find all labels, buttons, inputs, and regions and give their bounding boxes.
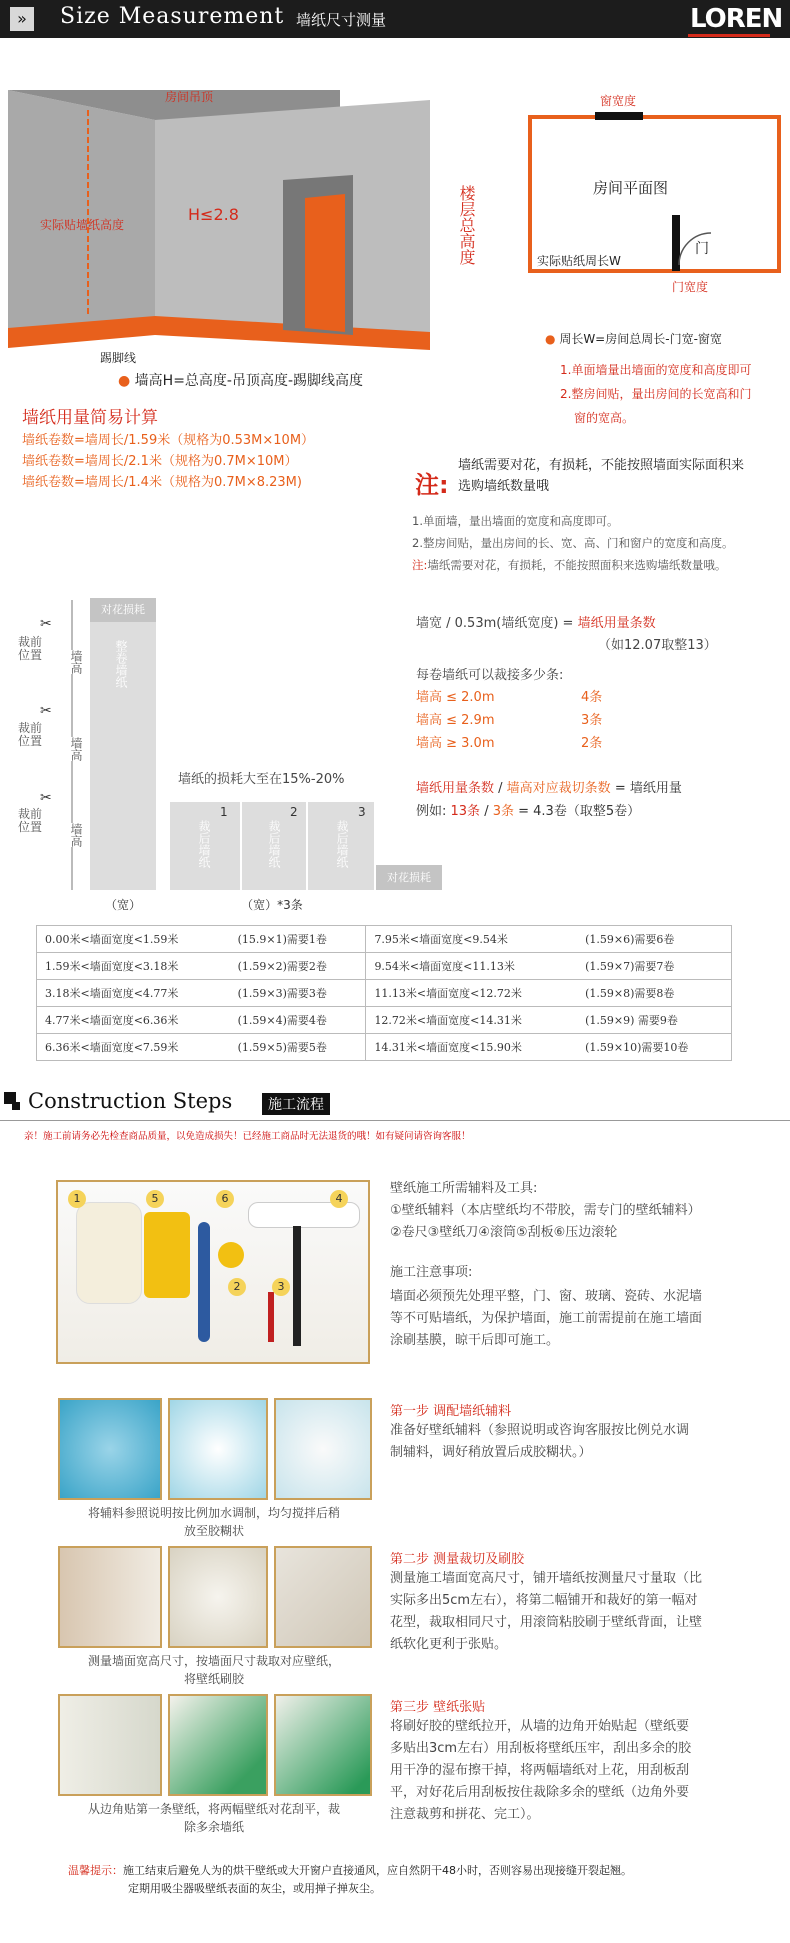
construction-divider — [0, 1120, 790, 1121]
step-text-line: 多贴出3cm左右）用刮板将壁纸压牢，刮出多余的胶 — [390, 1741, 692, 1756]
size-table-cell: 6.36米<墙面宽度<7.59米 — [37, 1034, 230, 1061]
note-items — [412, 510, 733, 576]
header-title-cn: 墙纸尺寸测量 — [296, 11, 387, 29]
step2-caption — [58, 1652, 370, 1688]
size-table-cell: 9.54米<墙面宽度<11.13米 — [366, 953, 577, 980]
notice-line: 墙面必须预先处理平整，门、窗、玻璃、瓷砖、水泥墙 — [390, 1289, 703, 1304]
formula-part: = 墙纸用量 — [610, 781, 682, 796]
size-table-cell: (1.59×2)需要2卷 — [230, 953, 366, 980]
usage-line: 墙纸卷数=墙周长/1.4米（规格为0.7M×8.23M) — [22, 475, 302, 490]
step-text-line: 实际多出5cm左右），将第二幅铺开和裁好的第一幅对 — [390, 1593, 698, 1608]
step1-caption — [58, 1504, 370, 1540]
wall-height-label: 墙高 — [69, 650, 83, 674]
step-text-line: 制辅料，调好稍放置后成胶糊状。） — [390, 1445, 592, 1460]
ceiling-label: 房间吊顶 — [165, 90, 214, 104]
section-bullet-icon-small — [12, 1102, 20, 1110]
step3-title: 第三步 壁纸张贴 — [390, 1700, 486, 1715]
door-label: 门 — [695, 241, 709, 257]
cut-pos-label: 裁前位置 — [18, 721, 43, 748]
usage-line: 墙纸卷数=墙周长/2.1米（规格为0.7M×10M） — [22, 454, 298, 469]
calc-line1 — [416, 612, 656, 631]
scraper — [144, 1212, 190, 1298]
scissors-icon: ✂ — [40, 616, 52, 632]
floor-plan-note: 窗的宽高。 — [574, 411, 635, 425]
size-table-cell: 3.18米<墙面宽度<4.77米 — [37, 980, 230, 1007]
tools-title: 壁纸施工所需辅料及工具: — [390, 1181, 538, 1196]
step-text-line: 注意裁剪和拼花、完工）。 — [390, 1807, 540, 1822]
step2-text — [390, 1568, 702, 1656]
adhesive-box — [76, 1202, 142, 1304]
tool-number-badge: 1 — [68, 1190, 86, 1208]
step-text-line: 将刷好胶的壁纸拉开，从墙的边角开始贴起（壁纸要 — [390, 1719, 690, 1734]
step-text-line: 纸软化更利于张贴。 — [390, 1637, 508, 1652]
cut-row-height: 墙高 ≥ 3.0m — [416, 736, 495, 751]
size-table-row — [37, 980, 732, 1007]
notice-line: 涂刷基膜，晾干后即可施工。 — [390, 1333, 560, 1348]
step-text-line: 用干净的湿布擦干掉，将两幅墙纸对上花，用刮板刮 — [390, 1763, 690, 1778]
logo-underline — [688, 34, 770, 37]
step1-photo-1 — [58, 1398, 162, 1500]
floor-plan-note: 2.整房间贴，量出房间的长宽高和门 — [560, 387, 752, 401]
step3-photo-1 — [58, 1694, 162, 1796]
formula-sep: / — [494, 781, 507, 796]
step3-photo-2 — [168, 1694, 268, 1796]
calc-text: 墙宽 / 0.53m(墙纸宽度) = — [416, 616, 578, 631]
paint-roller-handle — [293, 1226, 301, 1346]
step2-photo-2 — [168, 1546, 268, 1648]
caption-line: 放至胶糊状 — [183, 1524, 244, 1538]
caption-line: 将辅料参照说明按比例加水调制，均匀搅拌后稍 — [87, 1506, 340, 1520]
pattern-loss-side: 对花损耗 — [376, 865, 442, 890]
size-table-cell: (1.59×9) 需要9卷 — [577, 1007, 731, 1034]
construction-title-cn: 施工流程 — [262, 1093, 330, 1115]
width3-label: （宽）*3条 — [241, 898, 303, 912]
size-table-cell: (1.59×6)需要6卷 — [577, 926, 731, 953]
step3-text — [390, 1716, 691, 1826]
cut-title: 每卷墙纸可以裁接多少条: — [416, 668, 564, 683]
note-label: 注: — [415, 471, 449, 499]
size-table-row — [37, 926, 732, 953]
strip-number: 2 — [290, 805, 298, 819]
width-label: （宽） — [104, 898, 141, 912]
tool-number-badge: 4 — [330, 1190, 348, 1208]
strip-label: 裁后墙纸 — [197, 820, 211, 868]
perimeter-label: 实际贴纸周长W — [537, 254, 621, 268]
door-width-label: 门宽度 — [672, 280, 709, 294]
note-item: 1.单面墙，量出墙面的宽度和高度即可。 — [412, 514, 619, 528]
usage-line: 墙纸卷数=墙周长/1.59米（规格为0.53M×10M） — [22, 433, 315, 448]
notice-text — [390, 1286, 702, 1352]
header-bar — [0, 0, 790, 38]
size-table-cell: (1.59×7)需要7卷 — [577, 953, 731, 980]
skirting-label: 踢脚线 — [100, 351, 137, 365]
cut-row-count: 3条 — [581, 713, 603, 728]
example-line — [416, 800, 640, 819]
floor-height-label: 楼层总高度 — [457, 185, 476, 265]
header-title-en: Size Measurement — [60, 4, 285, 29]
formula-part: 墙高对应裁切条数 — [506, 781, 611, 796]
floor-plan-title: 房间平面图 — [593, 179, 669, 197]
floor-plan-notes — [560, 358, 751, 430]
perimeter-formula-text: 周长W=房间总周长-门宽-窗宽 — [559, 332, 722, 346]
tip-text: 定期用吸尘器吸壁纸表面的灰尘，或用掸子掸灰尘。 — [128, 1882, 381, 1895]
tools-line1: ①壁纸辅料（本店壁纸均不带胶，需专门的壁纸辅料） — [390, 1203, 701, 1218]
example-part: = 4.3卷（取整5卷） — [514, 804, 641, 819]
cut-pos-label: 裁前位置 — [18, 635, 43, 662]
cut-row-height: 墙高 ≤ 2.0m — [416, 690, 495, 705]
tip-label: 温馨提示： — [68, 1864, 123, 1877]
step-text-line: 准备好壁纸辅料（参照说明或咨询客服按比例兑水调 — [390, 1423, 690, 1438]
cut-row-height: 墙高 ≤ 2.9m — [416, 713, 495, 728]
example-sep: / — [480, 804, 493, 819]
note-item: 2.整房间贴，量出房间的长、宽、高、门和窗户的宽度和高度。 — [412, 536, 734, 550]
size-table-cell: 11.13米<墙面宽度<12.72米 — [366, 980, 577, 1007]
brand-logo: LOREN — [690, 4, 783, 34]
step-text-line: 花型，裁取相同尺寸，用滚筒粘胶刷于壁纸背面，让壁 — [390, 1615, 703, 1630]
construction-title-en: Construction Steps — [28, 1089, 233, 1113]
perimeter-formula: ● 周长W=房间总周长-门宽-窗宽 — [545, 332, 722, 346]
size-table-cell: (1.59×3)需要3卷 — [230, 980, 366, 1007]
tape-measure — [218, 1242, 244, 1268]
calc-highlight: 墙纸用量条数 — [577, 616, 656, 631]
size-table-cell: 12.72米<墙面宽度<14.31米 — [366, 1007, 577, 1034]
note-item: 墙纸需要对花，有损耗，不能按照面积来选购墙纸数量哦。 — [427, 558, 727, 572]
usage-lines — [22, 430, 314, 493]
step-text-line: 平，对好花后用刮板按住裁除多余的壁纸（边角外要 — [390, 1785, 690, 1800]
cut-row-count: 4条 — [581, 690, 603, 705]
step2-photo-1 — [58, 1546, 162, 1648]
construction-warning: 亲！施工前请务必先检查商品质量，以免造成损失！已经施工商品时无法退货的哦！如有疑问请咨询客服！ — [24, 1131, 471, 1142]
scissors-icon: ✂ — [40, 703, 52, 719]
step1-text — [390, 1420, 689, 1464]
step2-photo-3 — [274, 1546, 372, 1648]
scissors-icon: ✂ — [40, 790, 52, 806]
tool-number-badge: 2 — [228, 1278, 246, 1296]
tool-number-badge: 3 — [272, 1278, 290, 1296]
cut-row-count: 2条 — [581, 736, 603, 751]
strip-number: 1 — [220, 805, 228, 819]
size-table-cell: (1.59×5)需要5卷 — [230, 1034, 366, 1061]
caption-line: 除多余墙纸 — [183, 1820, 244, 1834]
caption-line: 测量墙面宽高尺寸，按墙面尺寸裁取对应壁纸， — [87, 1654, 340, 1668]
wall-height-formula-text: 墙高H=总高度-吊顶高度-踢脚线高度 — [134, 373, 364, 389]
step1-photo-2 — [168, 1398, 268, 1500]
tip-block — [68, 1862, 632, 1898]
whole-paper-label: 整卷墙纸 — [114, 640, 128, 688]
example-part: 3条 — [492, 804, 514, 819]
window-mark — [595, 112, 643, 120]
note-text — [458, 455, 744, 497]
double-chevron-right-icon: » — [10, 7, 34, 31]
tools-photo — [56, 1180, 370, 1364]
wall-height-formula: ● 墙高H=总高度-吊顶高度-踢脚线高度 — [118, 373, 364, 389]
size-table-cell: 14.31米<墙面宽度<15.90米 — [366, 1034, 577, 1061]
notice-title: 施工注意事项: — [390, 1265, 473, 1280]
example-prefix: 例如: — [416, 804, 451, 819]
formula-part: 墙纸用量条数 — [416, 781, 495, 796]
caption-line: 将壁纸刷胶 — [183, 1672, 244, 1686]
size-table-cell: 0.00米<墙面宽度<1.59米 — [37, 926, 230, 953]
caption-line: 从边角贴第一条壁纸，将两幅壁纸对花刮平，裁 — [87, 1802, 340, 1816]
example-part: 13条 — [450, 804, 481, 819]
step2-title: 第二步 测量裁切及刷胶 — [390, 1552, 525, 1567]
size-table-row — [37, 1007, 732, 1034]
pattern-loss-top: 对花损耗 — [90, 598, 156, 622]
size-table-cell: (1.59×4)需要4卷 — [230, 1007, 366, 1034]
height-limit-label: H≤2.8 — [188, 205, 239, 224]
floor-plan-note: 1.单面墙量出墙面的宽度和高度即可 — [560, 363, 752, 377]
edge-roller — [198, 1222, 210, 1342]
cut-pos-label: 裁前位置 — [18, 807, 43, 834]
size-table-cell: (15.9×1)需要1卷 — [230, 926, 366, 953]
step-text-line: 测量施工墙面宽高尺寸，铺开墙纸按测量尺寸量取（比 — [390, 1571, 703, 1586]
size-table-cell: 7.95米<墙面宽度<9.54米 — [366, 926, 577, 953]
size-table-row — [37, 953, 732, 980]
tools-line2: ②卷尺③壁纸刀④滚筒⑤刮板⑥压边滚轮 — [390, 1225, 618, 1240]
formula-line — [416, 777, 682, 796]
step1-photo-3 — [274, 1398, 372, 1500]
size-table-row — [37, 1034, 732, 1061]
strip-number: 3 — [358, 805, 366, 819]
loss-text: 墙纸的损耗大至在15%-20% — [178, 772, 345, 787]
size-table — [36, 925, 732, 1061]
wall-height-label: 墙高 — [69, 737, 83, 761]
size-table-cell: (1.59×10)需要10卷 — [577, 1034, 731, 1061]
utility-knife — [268, 1292, 274, 1342]
calc-round-note: （如12.07取整13） — [598, 638, 717, 653]
strip-label: 裁后墙纸 — [267, 820, 281, 868]
step3-caption — [58, 1800, 370, 1836]
door — [305, 194, 345, 332]
tip-text: 施工结束后避免人为的烘干壁纸或大开窗户直接通风，应自然阴干48小时，否则容易出现接缝开裂起翘。 — [123, 1864, 632, 1877]
note-prefix: 注: — [412, 558, 428, 572]
note-text-line: 墙纸需要对花，有损耗，不能按照墙面实际面积来 — [458, 458, 745, 473]
window-width-label: 窗宽度 — [600, 94, 637, 108]
step1-title: 第一步 调配墙纸辅料 — [390, 1404, 512, 1419]
strip-label: 裁后墙纸 — [335, 820, 349, 868]
tool-number-badge: 6 — [216, 1190, 234, 1208]
note-text-line: 选购墙纸数量哦 — [458, 479, 550, 494]
size-table-cell: (1.59×8)需要8卷 — [577, 980, 731, 1007]
wall-height-label: 墙高 — [69, 823, 83, 847]
size-table-cell: 4.77米<墙面宽度<6.36米 — [37, 1007, 230, 1034]
step3-photo-3 — [274, 1694, 372, 1796]
size-table-cell: 1.59米<墙面宽度<3.18米 — [37, 953, 230, 980]
notice-line: 等不可贴墙纸，为保护墙面，施工前需提前在施工墙面 — [390, 1311, 703, 1326]
tool-number-badge: 5 — [146, 1190, 164, 1208]
usage-title: 墙纸用量简易计算 — [22, 408, 158, 428]
actual-paste-label: 实际贴墙纸高度 — [40, 218, 125, 232]
cut-rows — [416, 686, 602, 755]
